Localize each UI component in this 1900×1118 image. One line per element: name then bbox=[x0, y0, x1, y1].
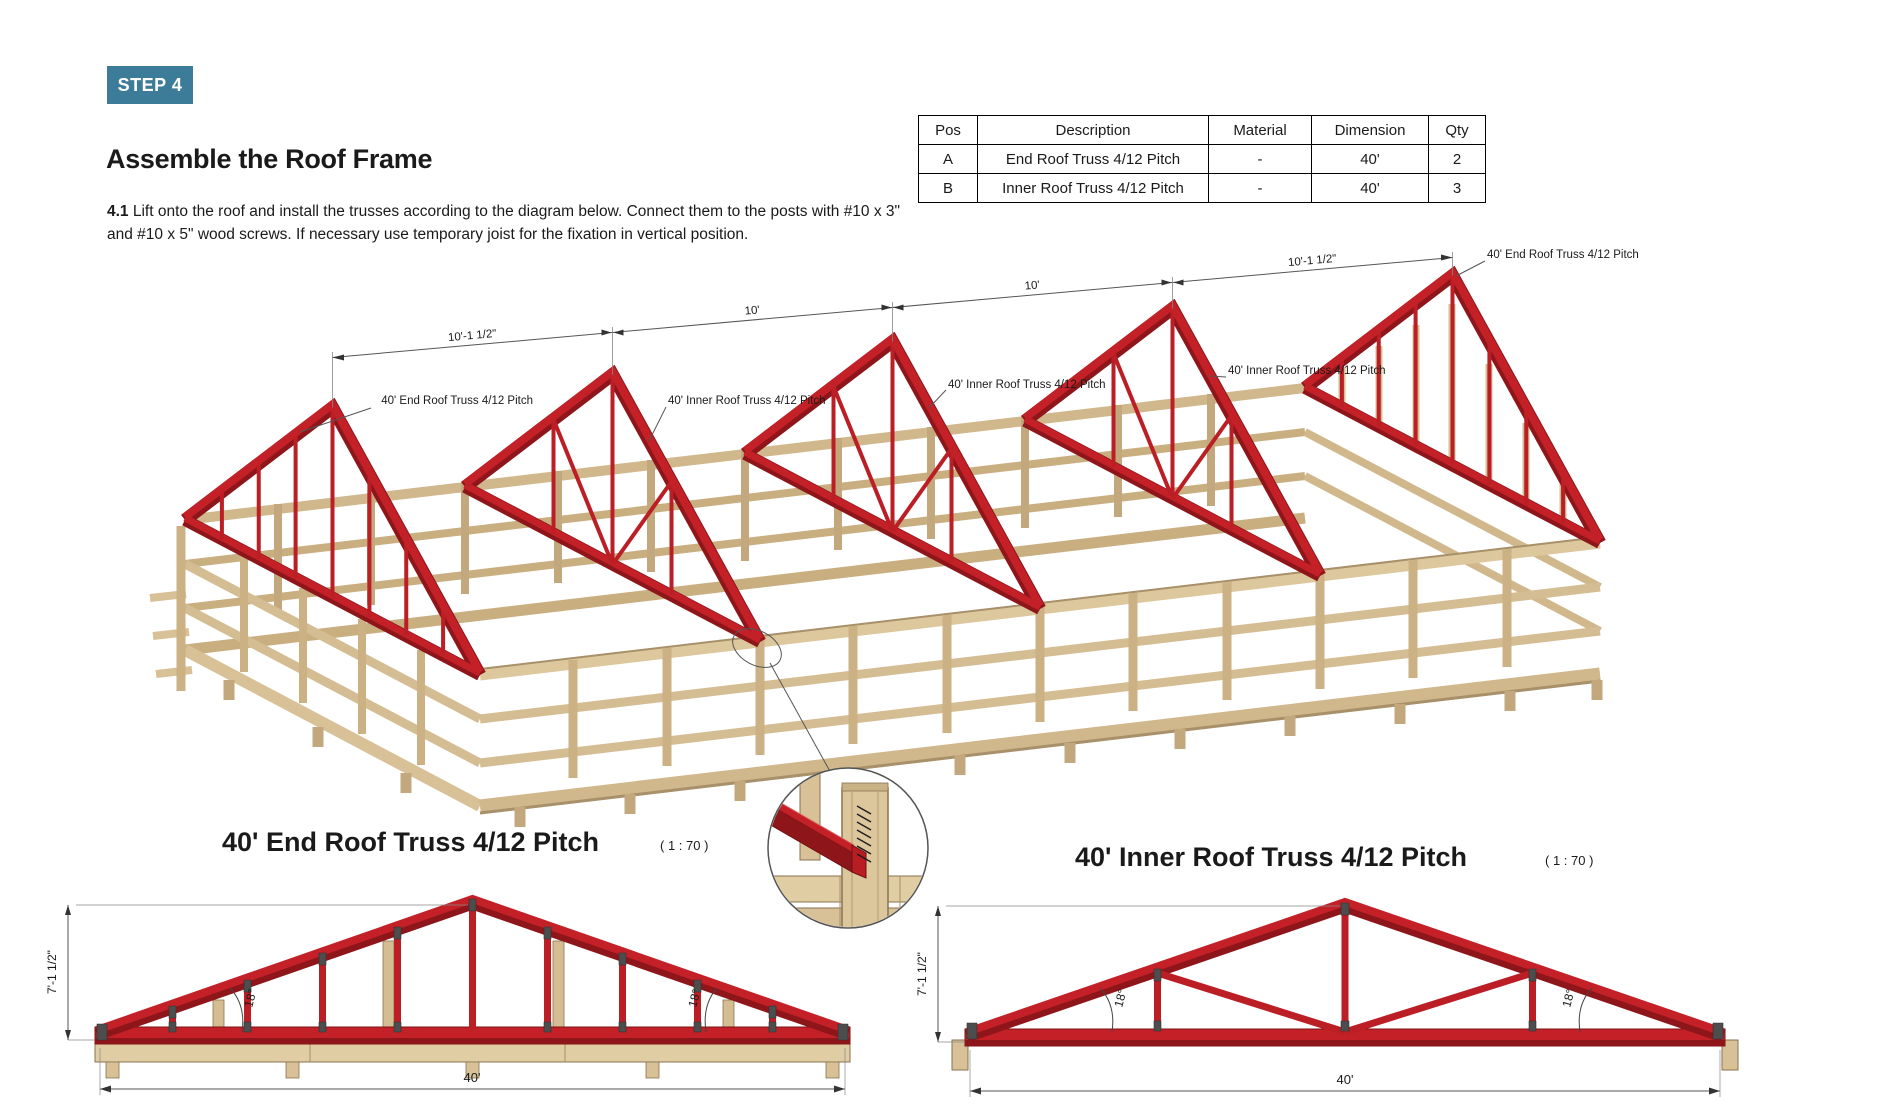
inner-truss-span-dim: 40' bbox=[1336, 1072, 1354, 1087]
cell-description: Inner Roof Truss 4/12 Pitch bbox=[978, 174, 1209, 203]
end-truss-height-dim: 7'-1 1/2" bbox=[45, 950, 59, 994]
spacing-dim-1: 10'-1 1/2" bbox=[447, 327, 497, 345]
end-truss-drawing bbox=[45, 827, 850, 1095]
cell-qty: 3 bbox=[1429, 174, 1486, 203]
end-truss-angle-left: 18° bbox=[241, 987, 260, 1009]
cell-dimension: 40' bbox=[1312, 174, 1429, 203]
truss-label-4: 40' Inner Roof Truss 4/12 Pitch bbox=[1228, 365, 1386, 377]
cell-dimension: 40' bbox=[1312, 145, 1429, 174]
instruction-body: Lift onto the roof and install the trusses according to the diagram below. Connect them to the posts with #10 x 3" and #10 x 5" wood screws. If necessary use temporary joist for the fixation in vertical position. bbox=[107, 203, 901, 244]
truss-label-3: 40' Inner Roof Truss 4/12 Pitch bbox=[948, 379, 1106, 391]
step-badge: STEP 4 bbox=[107, 66, 193, 104]
truss-label-2: 40' Inner Roof Truss 4/12 Pitch bbox=[668, 395, 826, 407]
spacing-dim-4: 10'-1 1/2" bbox=[1287, 252, 1337, 270]
inner-truss-title: 40' Inner Roof Truss 4/12 Pitch bbox=[1075, 842, 1468, 872]
header-qty: Qty bbox=[1429, 116, 1486, 145]
cell-pos: A bbox=[919, 145, 978, 174]
header-pos: Pos bbox=[919, 116, 978, 145]
end-truss-span-dim: 40' bbox=[463, 1070, 481, 1085]
truss-label-1: 40' End Roof Truss 4/12 Pitch bbox=[381, 395, 533, 407]
end-truss-angle-right: 18° bbox=[685, 987, 704, 1009]
truss-label-5: 40' End Roof Truss 4/12 Pitch bbox=[1487, 249, 1639, 261]
inner-truss-height-dim: 7'-1 1/2" bbox=[915, 952, 929, 996]
header-material: Material bbox=[1209, 116, 1312, 145]
cell-description: End Roof Truss 4/12 Pitch bbox=[978, 145, 1209, 174]
cell-qty: 2 bbox=[1429, 145, 1486, 174]
inner-truss-angle-right: 18° bbox=[1559, 987, 1578, 1009]
header-description: Description bbox=[978, 116, 1209, 145]
cell-material: - bbox=[1209, 145, 1312, 174]
inner-truss-angle-left: 18° bbox=[1111, 987, 1130, 1009]
inner-truss-scale: ( 1 : 70 ) bbox=[1545, 853, 1594, 868]
cell-pos: B bbox=[919, 174, 978, 203]
cell-material: - bbox=[1209, 174, 1312, 203]
inner-truss-drawing bbox=[915, 842, 1738, 1097]
instruction-number: 4.1 bbox=[107, 203, 129, 220]
header-dimension: Dimension bbox=[1312, 116, 1429, 145]
spacing-dim-3: 10' bbox=[1024, 279, 1041, 293]
end-truss-title: 40' End Roof Truss 4/12 Pitch bbox=[222, 827, 600, 857]
end-truss-scale: ( 1 : 70 ) bbox=[660, 838, 709, 853]
spacing-dim-2: 10' bbox=[744, 304, 761, 318]
page-title: Assemble the Roof Frame bbox=[106, 144, 433, 174]
